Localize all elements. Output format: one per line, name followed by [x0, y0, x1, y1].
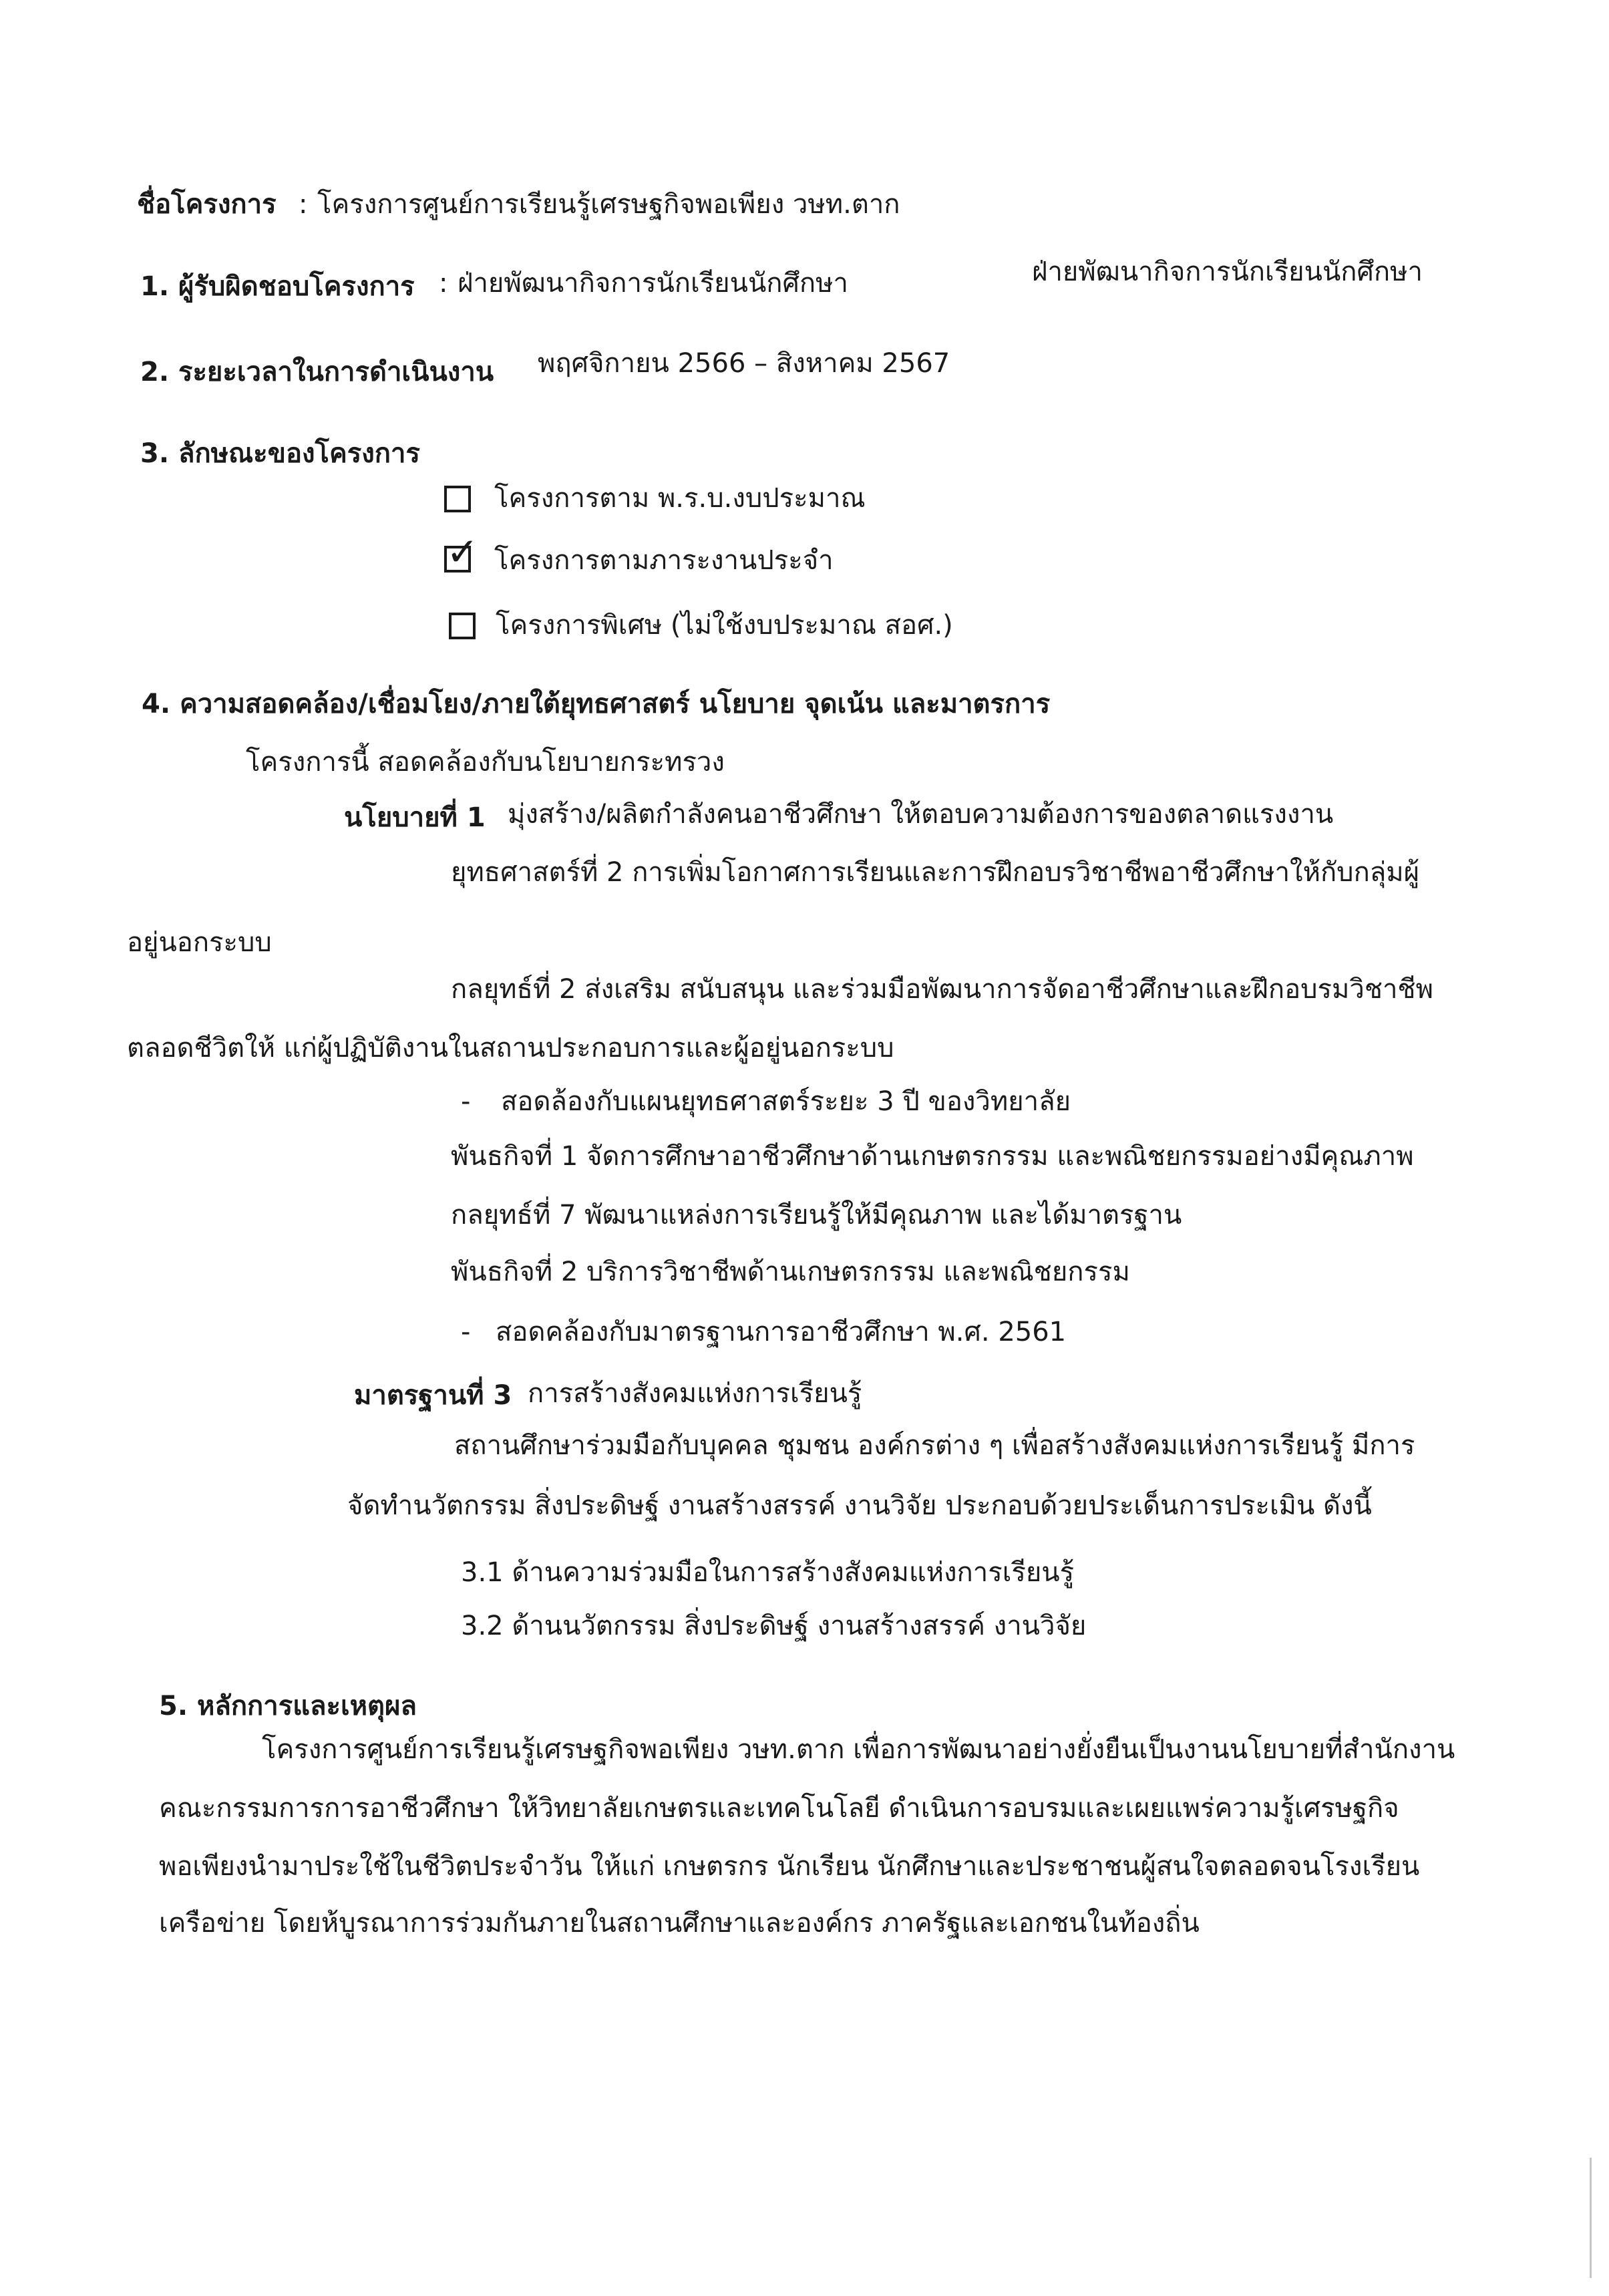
policy1-text: มุ่งสร้าง/ผลิตกำลังคนอาชีวศึกษา ให้ตอบความต้องการของตลาดแรงงาน — [508, 799, 1334, 830]
section5-para-line4: เครือข่าย โดยห้บูรณาการร่วมกันภายในสถานศึกษาและองค์กร ภาครัฐและเอกชนในท้องถิ่น — [159, 1908, 1200, 1939]
section4-intro: โครงการนี้ สอดคล้องกับนโยบายกระทรวง — [246, 747, 725, 778]
option-budget-act-label: โครงการตาม พ.ร.บ.งบประมาณ — [494, 483, 866, 514]
scan-edge-mark — [1590, 2158, 1592, 2278]
check-mark-icon: ✓ — [446, 529, 479, 575]
section2-value: พฤศจิกายน 2566 – สิงหาคม 2567 — [538, 348, 950, 379]
item-3-2: 3.2 ด้านนวัตกรรม สิ่งประดิษฐ์ งานสร้างสรรค์ งานวิจัย — [461, 1611, 1087, 1641]
section4-heading: 4. ความสอดคล้อง/เชื่อมโยง/ภายใต้ยุทธศาสตร์ นโยบาย จุดเน้น และมาตรการ — [142, 689, 1051, 719]
option-special-checkbox[interactable] — [449, 613, 476, 639]
project-name-label: ชื่อโครงการ — [137, 189, 277, 220]
tactic2-line2: ตลอดชีวิตให้ แก่ผู้ปฏิบัติงานในสถานประกอบการและผู้อยู่นอกระบบ — [127, 1033, 894, 1063]
section5-heading: 5. หลักการและเหตุผล — [159, 1691, 417, 1721]
tactic2-line1: กลยุทธ์ที่ 2 ส่งเสริม สนับสนุน และร่วมมือพัฒนาการจัดอาชีวศึกษาและฝึกอบรมวิชาชีพ — [451, 974, 1433, 1005]
section3-heading: 3. ลักษณะของโครงการ — [140, 438, 420, 469]
mission2-text: พันธกิจที่ 2 บริการวิชาชีพด้านเกษตรกรรม และพณิชยกรรม — [451, 1257, 1130, 1287]
section5-para-line3: พอเพียงนำมาประใช้ในชีวิตประจำวัน ให้แก่ เกษตรกร นักเรียน นักศึกษาและประชาชนผู้สนใจตลอดจนโรงเรียน — [159, 1851, 1420, 1882]
project-name-value: โครงการศูนย์การเรียนรู้เศรษฐกิจพอเพียง วษท.ตาก — [317, 189, 900, 220]
option-routine-label: โครงการตามภาระงานประจำ — [494, 545, 834, 576]
project-name-separator: : — [299, 189, 308, 220]
standard3-text: การสร้างสังคมแห่งการเรียนรู้ — [528, 1378, 862, 1409]
standard3-desc-line1: สถานศึกษาร่วมมือกับบุคคล ชุมชน องค์กรต่าง ๆ เพื่อสร้างสังคมแห่งการเรียนรู้ มีการ — [454, 1430, 1415, 1461]
item-3-1: 3.1 ด้านความร่วมมือในการสร้างสังคมแห่งการเรียนรู้ — [461, 1557, 1075, 1588]
tactic7-text: กลยุทธ์ที่ 7 พัฒนาแหล่งการเรียนรู้ให้มีคุณภาพ และได้มาตรฐาน — [451, 1200, 1182, 1231]
bullet1-dash: - — [461, 1086, 471, 1117]
section1-separator: : — [439, 268, 448, 299]
section2-heading: 2. ระยะเวลาในการดำเนินงาน — [140, 357, 494, 387]
section5-para-line1: โครงการศูนย์การเรียนรู้เศรษฐกิจพอเพียง วษท.ตาก เพื่อการพัฒนาอย่างยั่งยืนเป็นงานนโยบายที่สำนักงาน — [262, 1734, 1455, 1765]
section1-value: ฝ่ายพัฒนากิจการนักเรียนนักศึกษา — [458, 268, 848, 299]
section5-para-line2: คณะกรรมการการอาชีวศึกษา ให้วิทยาลัยเกษตรและเทคโนโลยี ดำเนินการอบรมและเผยแพร่ความรู้เศรษฐกิจ — [159, 1793, 1399, 1824]
standard3-label: มาตรฐานที่ 3 — [354, 1380, 512, 1411]
strategy2-line2: อยู่นอกระบบ — [127, 927, 272, 958]
bullet2-text: สอดคล้องกับมาตรฐานการอาชีวศึกษา พ.ศ. 2561 — [496, 1317, 1067, 1347]
section1-value-right: ฝ่ายพัฒนากิจการนักเรียนนักศึกษา — [1032, 257, 1423, 287]
bullet2-dash: - — [461, 1317, 471, 1347]
section1-heading: 1. ผู้รับผิดชอบโครงการ — [140, 271, 415, 302]
standard3-desc-line2: จัดทำนวัตกรรม สิ่งประดิษฐ์ งานสร้างสรรค์ งานวิจัย ประกอบด้วยประเด็นการประเมิน ดังนี้ — [347, 1490, 1372, 1521]
option-special-label: โครงการพิเศษ (ไม่ใช้งบประมาณ สอศ.) — [496, 610, 953, 641]
strategy2-line1: ยุทธศาสตร์ที่ 2 การเพิ่มโอกาศการเรียนและการฝึกอบรวิชาชีพอาชีวศึกษาให้กับกลุ่มผู้ — [451, 857, 1420, 888]
bullet1-text: สอดล้องกับแผนยุทธศาสตร์ระยะ 3 ปี ของวิทยาลัย — [501, 1086, 1071, 1117]
policy1-label: นโยบายที่ 1 — [344, 802, 486, 833]
mission1-text: พันธกิจที่ 1 จัดการศึกษาอาชีวศึกษาด้านเกษตรกรรม และพณิชยกรรมอย่างมีคุณภาพ — [451, 1141, 1414, 1172]
option-budget-act-checkbox[interactable] — [444, 486, 471, 512]
